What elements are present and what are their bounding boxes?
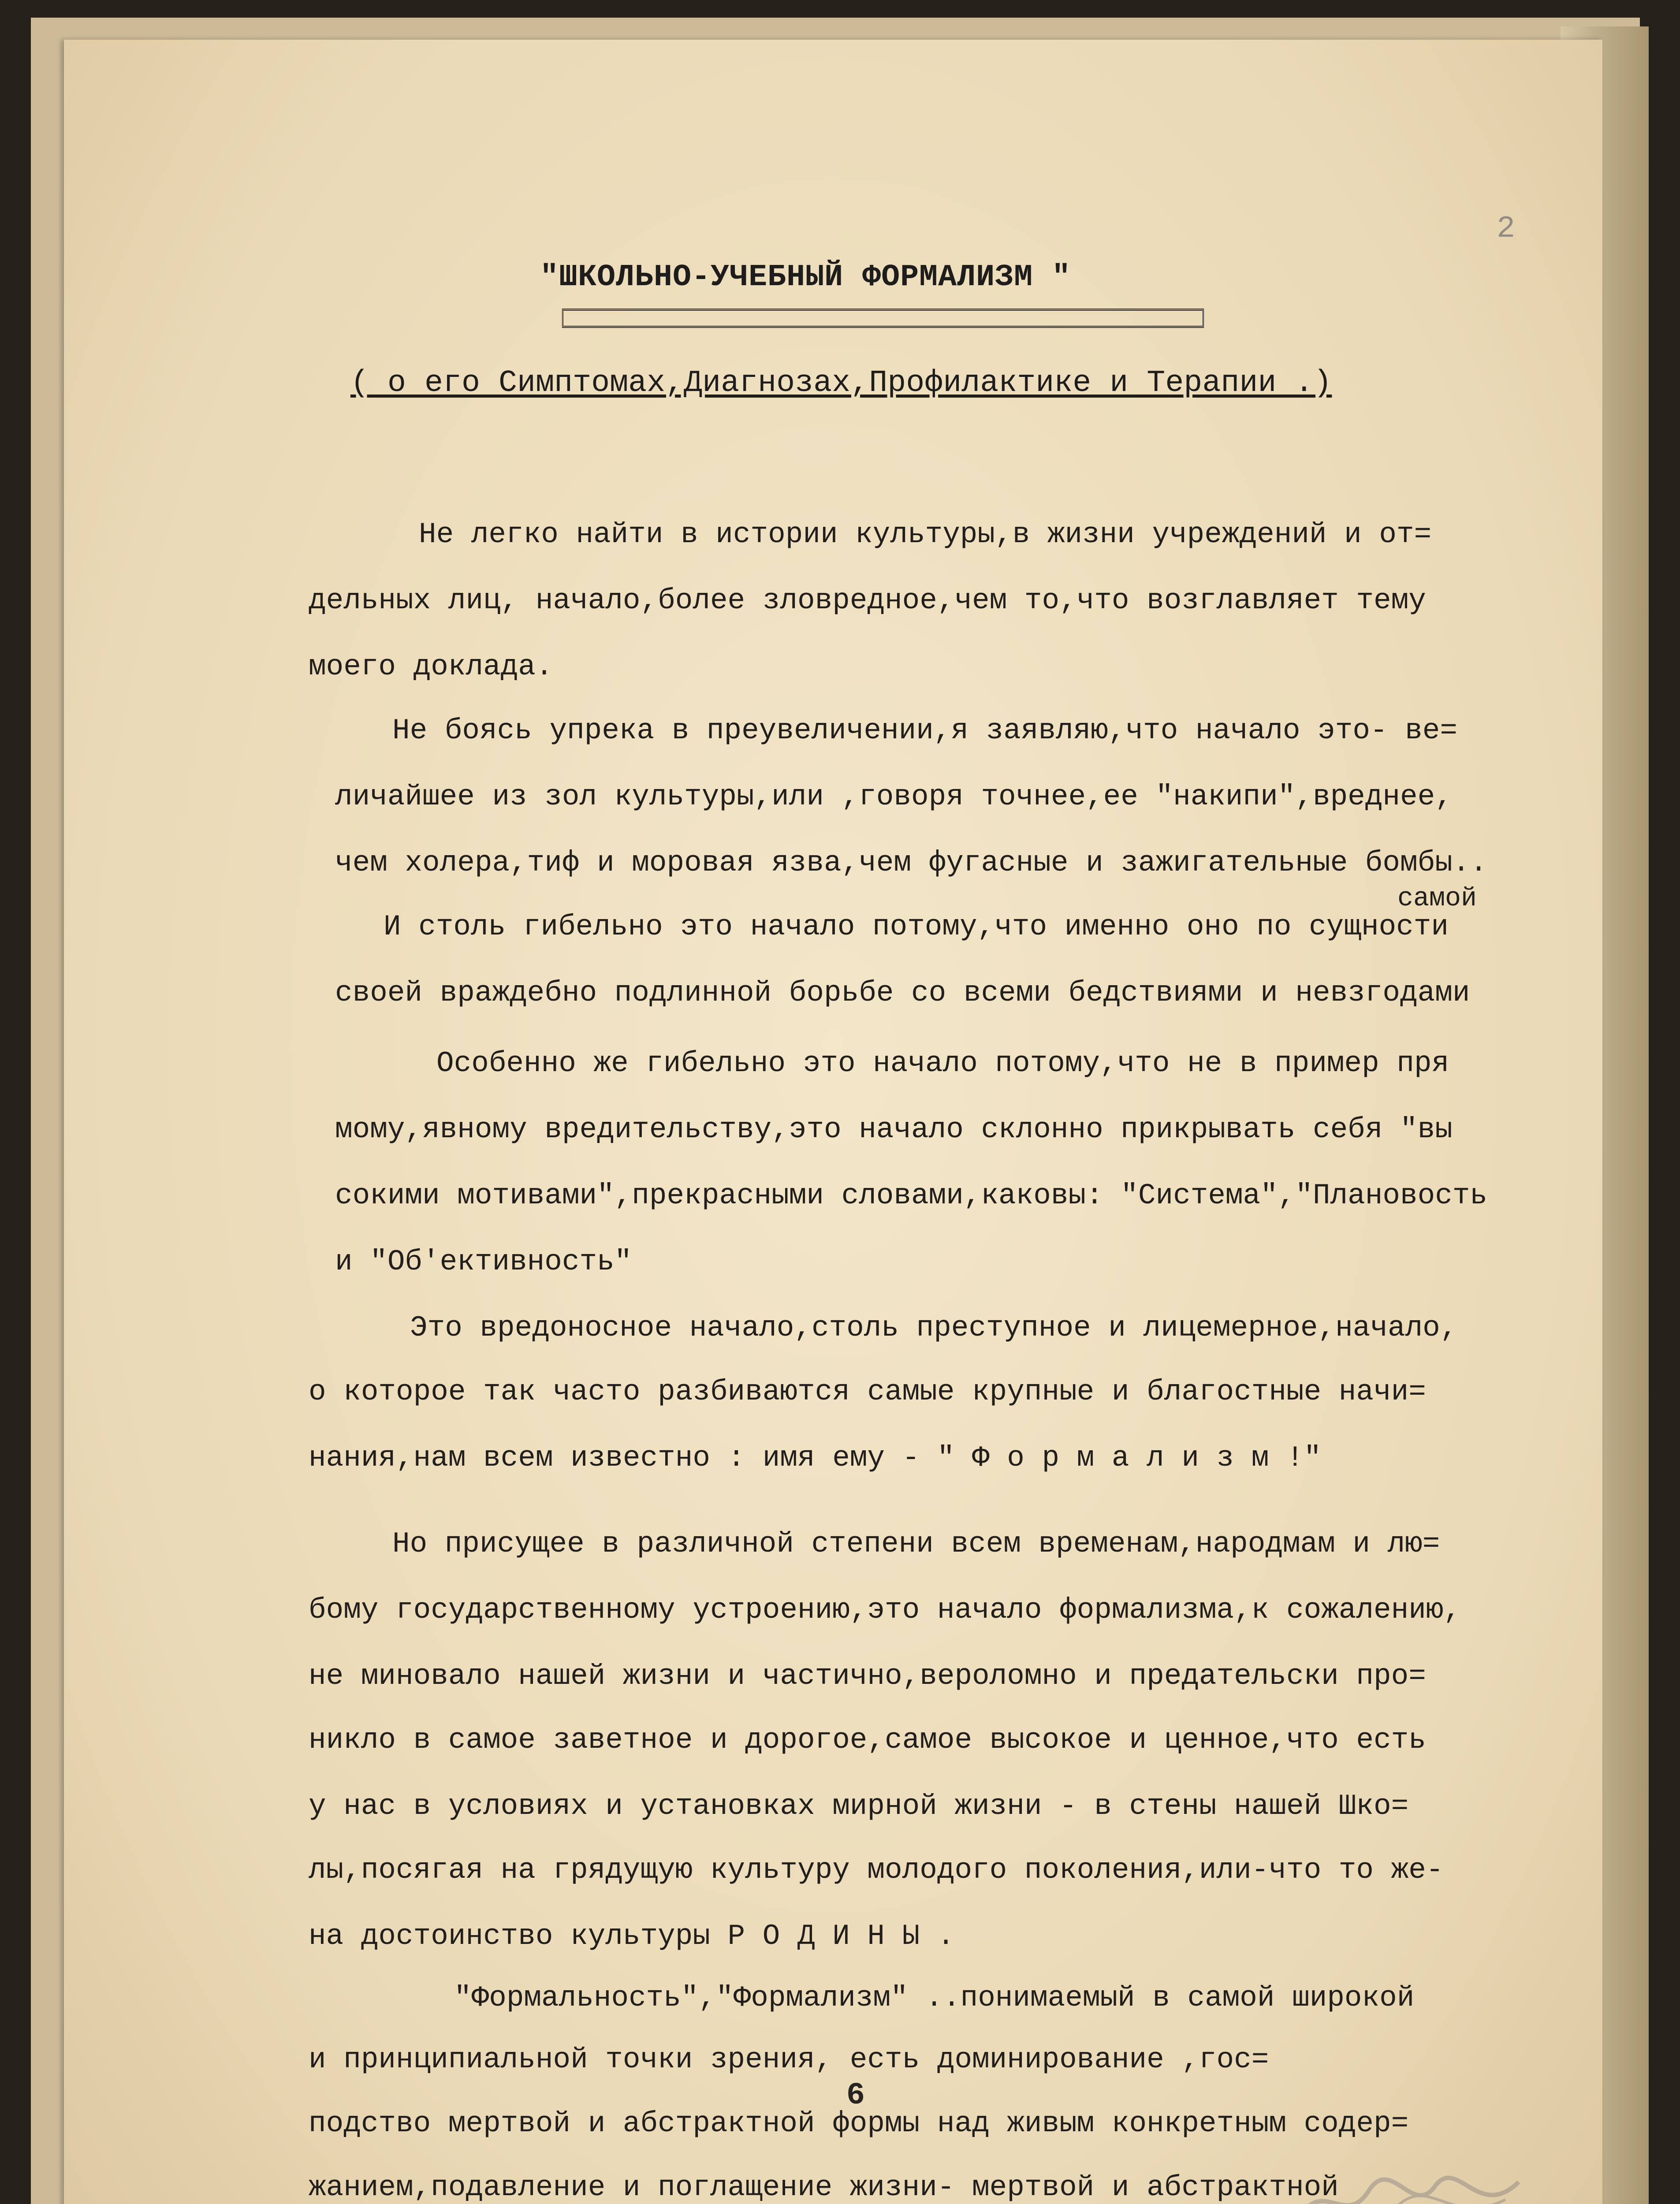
text-line: Но присущее в различной степени всем временам,народмам и лю= [392,1527,1440,1560]
document-subtitle: ( о его Симптомах,Диагнозах,Профилактике и Терапии .) [350,366,1332,401]
text-line: личайшее из зол культуры,или ,говоря точнее,ее "накипи",вреднее, [335,780,1453,813]
text-line: не миновало нашей жизни и частично,вероломно и предательски про= [309,1660,1426,1693]
text-line: чем холера,тиф и моровая язва,чем фугасные и зажигательные бомбы.. [335,846,1488,879]
text-line: Это вредоносное начало,столь преступное и лицемерное,начало, [410,1311,1458,1344]
text-line: и "Об'ективность" [335,1245,632,1278]
text-line: и принципиальной точки зрения, есть доминирование ,гос= [309,2043,1269,2076]
text-line: И столь гибельно это начало потому,что именно оно по сущности [384,910,1449,943]
faded-archive-stamp [1298,2164,1527,2204]
text-line: моего доклада. [309,650,553,683]
corner-mark: 2 [1497,212,1516,246]
text-line: нания,нам всем известно : имя ему - " Ф о р м а л и з м !" [309,1441,1322,1474]
page-number: 6 [846,2078,865,2113]
text-line: Не боясь упрека в преувеличении,я заявляю,что начало это- ве= [392,714,1457,747]
text-line: мому,явному вредительству,это начало склонно прикрывать себя "вы [335,1113,1453,1146]
text-line: бому государственному устроению,это начало формализма,к сожалению, [309,1593,1461,1627]
text-line: никло в самое заветное и дорогое,самое высокое и ценное,что есть [309,1724,1426,1757]
text-line: "Формальность","Формализм" ..понимаемый в самой широкой [454,1981,1415,2014]
text-line: у нас в условиях и установках мирной жизни - в стены нашей Шко= [309,1790,1409,1823]
document-title: "ШКОЛЬНО-УЧЕБНЫЙ ФОРМАЛИЗМ " [540,260,1071,295]
document-page [64,40,1602,2204]
insertion-above-line: самой [1397,884,1477,914]
text-line: своей враждебно подлинной борьбе со всеми бедствиями и невзгодами [335,976,1470,1009]
text-line: Не легко найти в истории культуры,в жизни учреждений и от= [419,518,1432,551]
text-line: жанием,подавление и поглащение жизни- мертвой и абстрактной [309,2171,1339,2204]
text-line: подство мертвой и абстрактной формы над живым конкретным содер= [309,2107,1409,2140]
text-line: на достоинство культуры Р О Д И Н Ы . [309,1920,955,1953]
text-line: сокими мотивами",прекрасными словами,каковы: "Система","Плановость [335,1179,1488,1212]
text-line: дельных лиц, начало,более зловредное,чем то,что возглавляет тему [309,584,1426,617]
title-double-underline [562,309,1204,328]
text-line: о которое так часто разбиваются самые крупные и благостные начи= [309,1375,1426,1408]
text-line: Особенно же гибельно это начало потому,что не в пример пря [436,1047,1449,1080]
text-line: лы,посягая на грядущую культуру молодого поколения,или-что то же- [309,1854,1444,1887]
